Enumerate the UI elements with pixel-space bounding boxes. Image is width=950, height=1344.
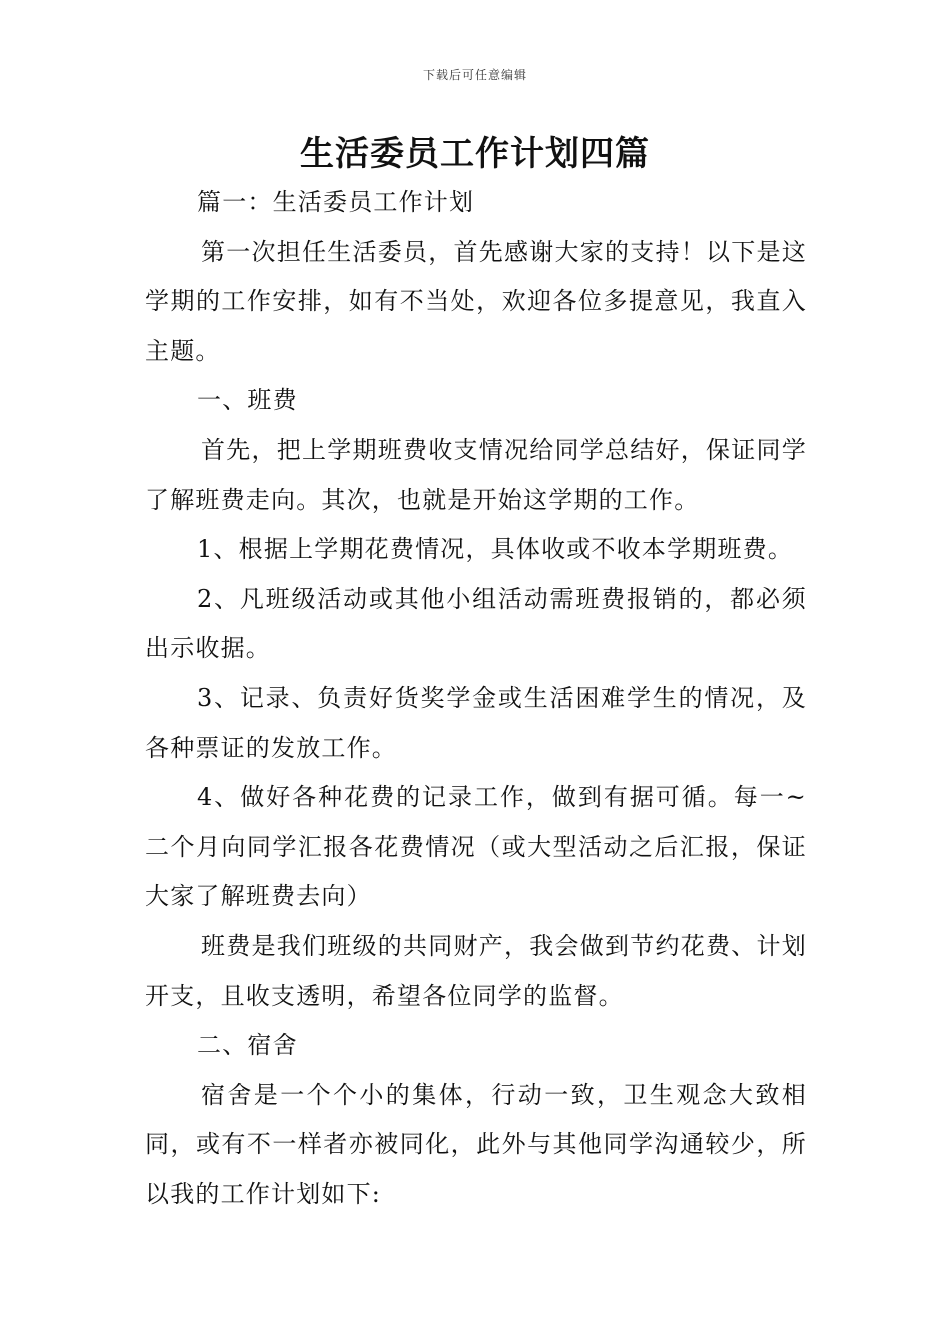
paragraph: 班费是我们班级的共同财产，我会做到节约花费、计划开支，且收支透明，希望各位同学的监督。 [145, 931, 807, 1010]
document-title: 生活委员工作计划四篇 [300, 134, 650, 174]
header-note: 下载后可任意编辑 [422, 68, 527, 82]
section-heading: 二、宿舍 [197, 1031, 298, 1060]
list-item: 4、做好各种花费的记录工作，做到有据可循。每一~二个月向同学汇报各花费情况（或大型活动之后汇报，保证大家了解班费去向） [145, 783, 807, 911]
list-item: 2、凡班级活动或其他小组活动需班费报销的，都必须出示收据。 [145, 584, 807, 663]
paragraph: 篇一：生活委员工作计划 [197, 188, 475, 216]
list-item: 1、根据上学期花费情况，具体收或不收本学期班费。 [197, 535, 794, 564]
list-item: 3、记录、负责好货奖学金或生活困难学生的情况，及各种票证的发放工作。 [145, 683, 807, 762]
section-heading: 一、班费 [197, 386, 298, 415]
paragraph: 宿舍是一个个小的集体，行动一致，卫生观念大致相同，或有不一样者亦被同化，此外与其他同学沟通较少，所以我的工作计划如下: [145, 1080, 807, 1208]
paragraph: 首先，把上学期班费收支情况给同学总结好，保证同学了解班费走向。其次，也就是开始这学期的工作。 [145, 435, 807, 514]
document-body [145, 178, 807, 1219]
paragraph: 第一次担任生活委员，首先感谢大家的支持！以下是这学期的工作安排，如有不当处，欢迎各位多提意见，我直入主题。 [145, 237, 807, 365]
